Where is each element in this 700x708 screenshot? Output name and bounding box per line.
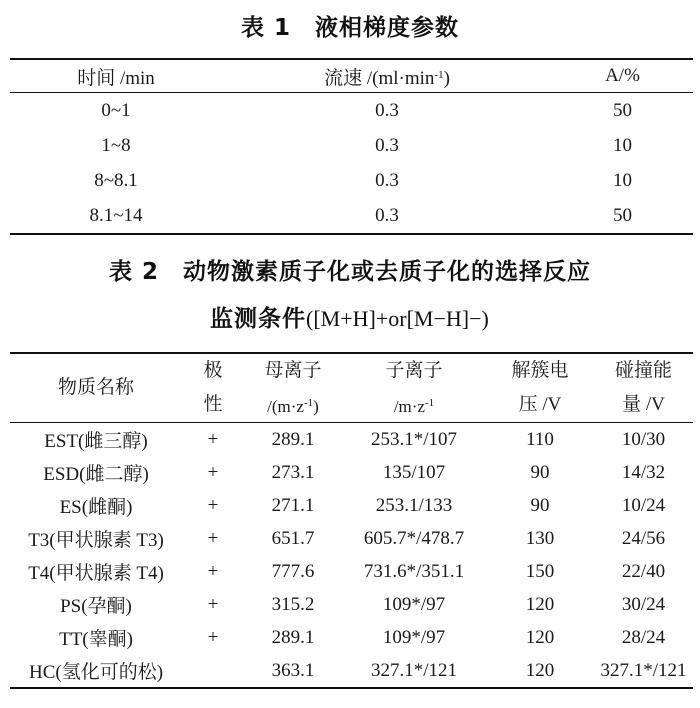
table1-header-flow-base: 流速 /(ml·min — [324, 67, 435, 89]
table2-cell-pol: + — [207, 626, 219, 648]
table2-cell-parent: 271.1 — [271, 494, 315, 516]
table2-header-row-1 — [10, 353, 693, 388]
table1-header-time: 时间 /min — [10, 59, 222, 93]
table2-caption-formula: ([M+H]+or[M−H]−) — [306, 306, 489, 331]
table2-cell-ce: 30/24 — [621, 593, 666, 615]
table2-cell-name: ESD(雌二醇) — [43, 464, 149, 485]
table2-header-voltage-2: 压 /V — [486, 388, 594, 423]
table2-cell-pol: + — [207, 527, 219, 549]
table2-cell-ce: 10/30 — [621, 428, 666, 450]
table2-header-parent-1: 母离子 — [264, 360, 322, 381]
table2-cell-name: ES(雌酮) — [59, 497, 133, 518]
table2-cell-voltage: 150 — [525, 560, 555, 582]
table2-cell-voltage: 120 — [525, 626, 555, 648]
table1 — [10, 58, 693, 235]
table2-cell-ce: 10/24 — [621, 494, 666, 516]
table1-cell-flow: 0.3 — [375, 169, 399, 191]
table2 — [10, 352, 693, 689]
table2-cell-daughter: 109*/97 — [382, 593, 446, 615]
table-row — [10, 555, 693, 588]
table-row — [10, 522, 693, 555]
table2-cell-daughter: 605.7*/478.7 — [363, 527, 465, 549]
table2-cell-ce: 14/32 — [621, 461, 666, 483]
table1-caption-number: 表 1 — [240, 15, 291, 41]
table1-header-row — [10, 59, 693, 93]
table2-header-pol-2: 性 — [182, 388, 244, 423]
table2-header-ce-2: 量 /V — [594, 388, 693, 423]
table2-cell-parent: 289.1 — [271, 428, 315, 450]
table2-caption-line1 — [0, 254, 700, 290]
table2-header-name: 物质名称 — [10, 353, 182, 423]
table2-cell-pol: + — [207, 560, 219, 582]
table2-cell-name: PS(孕酮) — [60, 596, 132, 617]
table2-header-daughter-2-base: /m·z — [393, 397, 425, 416]
table2-cell-parent: 363.1 — [271, 659, 315, 681]
table-row — [10, 588, 693, 621]
table-row — [10, 456, 693, 489]
table2-cell-daughter: 253.1*/107 — [370, 428, 458, 450]
table-row — [10, 198, 693, 234]
table1-cell-a: 50 — [613, 99, 632, 121]
table1-header-flow — [222, 59, 552, 93]
table-row — [10, 489, 693, 522]
table2-cell-ce: 22/40 — [621, 560, 666, 582]
table2-header-voltage-1: 解簇电 — [511, 360, 569, 381]
table2-header-parent-2 — [244, 388, 342, 423]
table2-cell-daughter: 253.1/133 — [375, 494, 453, 516]
table1-cell-time: 8.1~14 — [89, 204, 143, 226]
table2-cell-name: T3(甲状腺素 T3) — [28, 530, 164, 551]
table2-cell-parent: 777.6 — [271, 560, 315, 582]
table1-caption-title: 液相梯度参数 — [315, 15, 459, 41]
table2-cell-ce: 24/56 — [621, 527, 666, 549]
table2-caption-title: 动物激素质子化或去质子化的选择反应 — [183, 259, 591, 285]
table1-header-flow-sup: -1 — [434, 68, 444, 81]
table1-cell-a: 50 — [613, 204, 632, 226]
table2-cell-voltage: 120 — [525, 659, 555, 681]
table2-cell-pol: + — [207, 593, 219, 615]
table1-cell-a: 10 — [613, 134, 632, 156]
table2-cell-voltage: 90 — [530, 494, 550, 516]
table2-cell-pol — [182, 654, 244, 688]
table2-header-pol-1: 极 — [203, 360, 223, 381]
table1-cell-time: 1~8 — [101, 134, 131, 156]
table2-cell-ce: 327.1*/121 — [600, 659, 687, 681]
table2-cell-parent: 289.1 — [271, 626, 315, 648]
table2-cell-pol: + — [207, 494, 219, 516]
table1-caption — [0, 10, 700, 46]
table1-header-flow-end: ) — [443, 67, 450, 89]
table1-cell-flow: 0.3 — [375, 204, 399, 226]
table2-cell-daughter: 109*/97 — [382, 626, 446, 648]
table-row — [10, 163, 693, 198]
table2-cell-name: T4(甲状腺素 T4) — [28, 563, 164, 584]
table-row — [10, 128, 693, 163]
table-row — [10, 423, 693, 457]
table2-cell-name: TT(睾酮) — [59, 629, 133, 650]
table2-caption-number: 表 2 — [108, 259, 159, 285]
table2-header-daughter-1: 子离子 — [385, 360, 443, 381]
table2-cell-parent: 315.2 — [271, 593, 315, 615]
table2-cell-name: HC(氢化可的松) — [28, 662, 164, 683]
table2-cell-daughter: 135/107 — [382, 461, 446, 483]
table2-cell-voltage: 130 — [525, 527, 555, 549]
table2-cell-pol: + — [207, 428, 219, 450]
table1-cell-time: 0~1 — [101, 99, 131, 121]
table2-cell-voltage: 110 — [526, 428, 554, 450]
table2-header-ce-1: 碰撞能 — [614, 360, 672, 381]
table2-header-parent-2-end: ) — [313, 397, 319, 416]
table2-caption-line2 — [210, 300, 489, 338]
table2-cell-parent: 651.7 — [271, 527, 315, 549]
table2-cell-daughter: 731.6*/351.1 — [363, 560, 465, 582]
table2-cell-parent: 273.1 — [271, 461, 315, 483]
table-row — [10, 93, 693, 129]
table2-header-parent-2-base: /(m·z — [267, 397, 304, 416]
table2-cell-ce: 28/24 — [621, 626, 666, 648]
table2-cell-name: EST(雌三醇) — [44, 431, 148, 452]
table2-header-daughter-2-sup: -1 — [424, 397, 435, 409]
table2-cell-daughter: 327.1*/121 — [370, 659, 458, 681]
table-row — [10, 621, 693, 654]
table-row — [10, 654, 693, 688]
table1-cell-flow: 0.3 — [375, 99, 399, 121]
table1-cell-time: 8~8.1 — [94, 169, 138, 191]
table2-caption-line2-cn: 监测条件 — [210, 306, 306, 332]
table2-cell-voltage: 120 — [525, 593, 555, 615]
table2-header-parent-2-sup: -1 — [303, 397, 314, 409]
table1-cell-flow: 0.3 — [375, 134, 399, 156]
table2-cell-voltage: 90 — [530, 461, 550, 483]
table1-header-a: A/% — [552, 59, 693, 93]
table1-cell-a: 10 — [613, 169, 632, 191]
table2-cell-pol: + — [207, 461, 219, 483]
table2-header-daughter-2 — [342, 388, 486, 423]
